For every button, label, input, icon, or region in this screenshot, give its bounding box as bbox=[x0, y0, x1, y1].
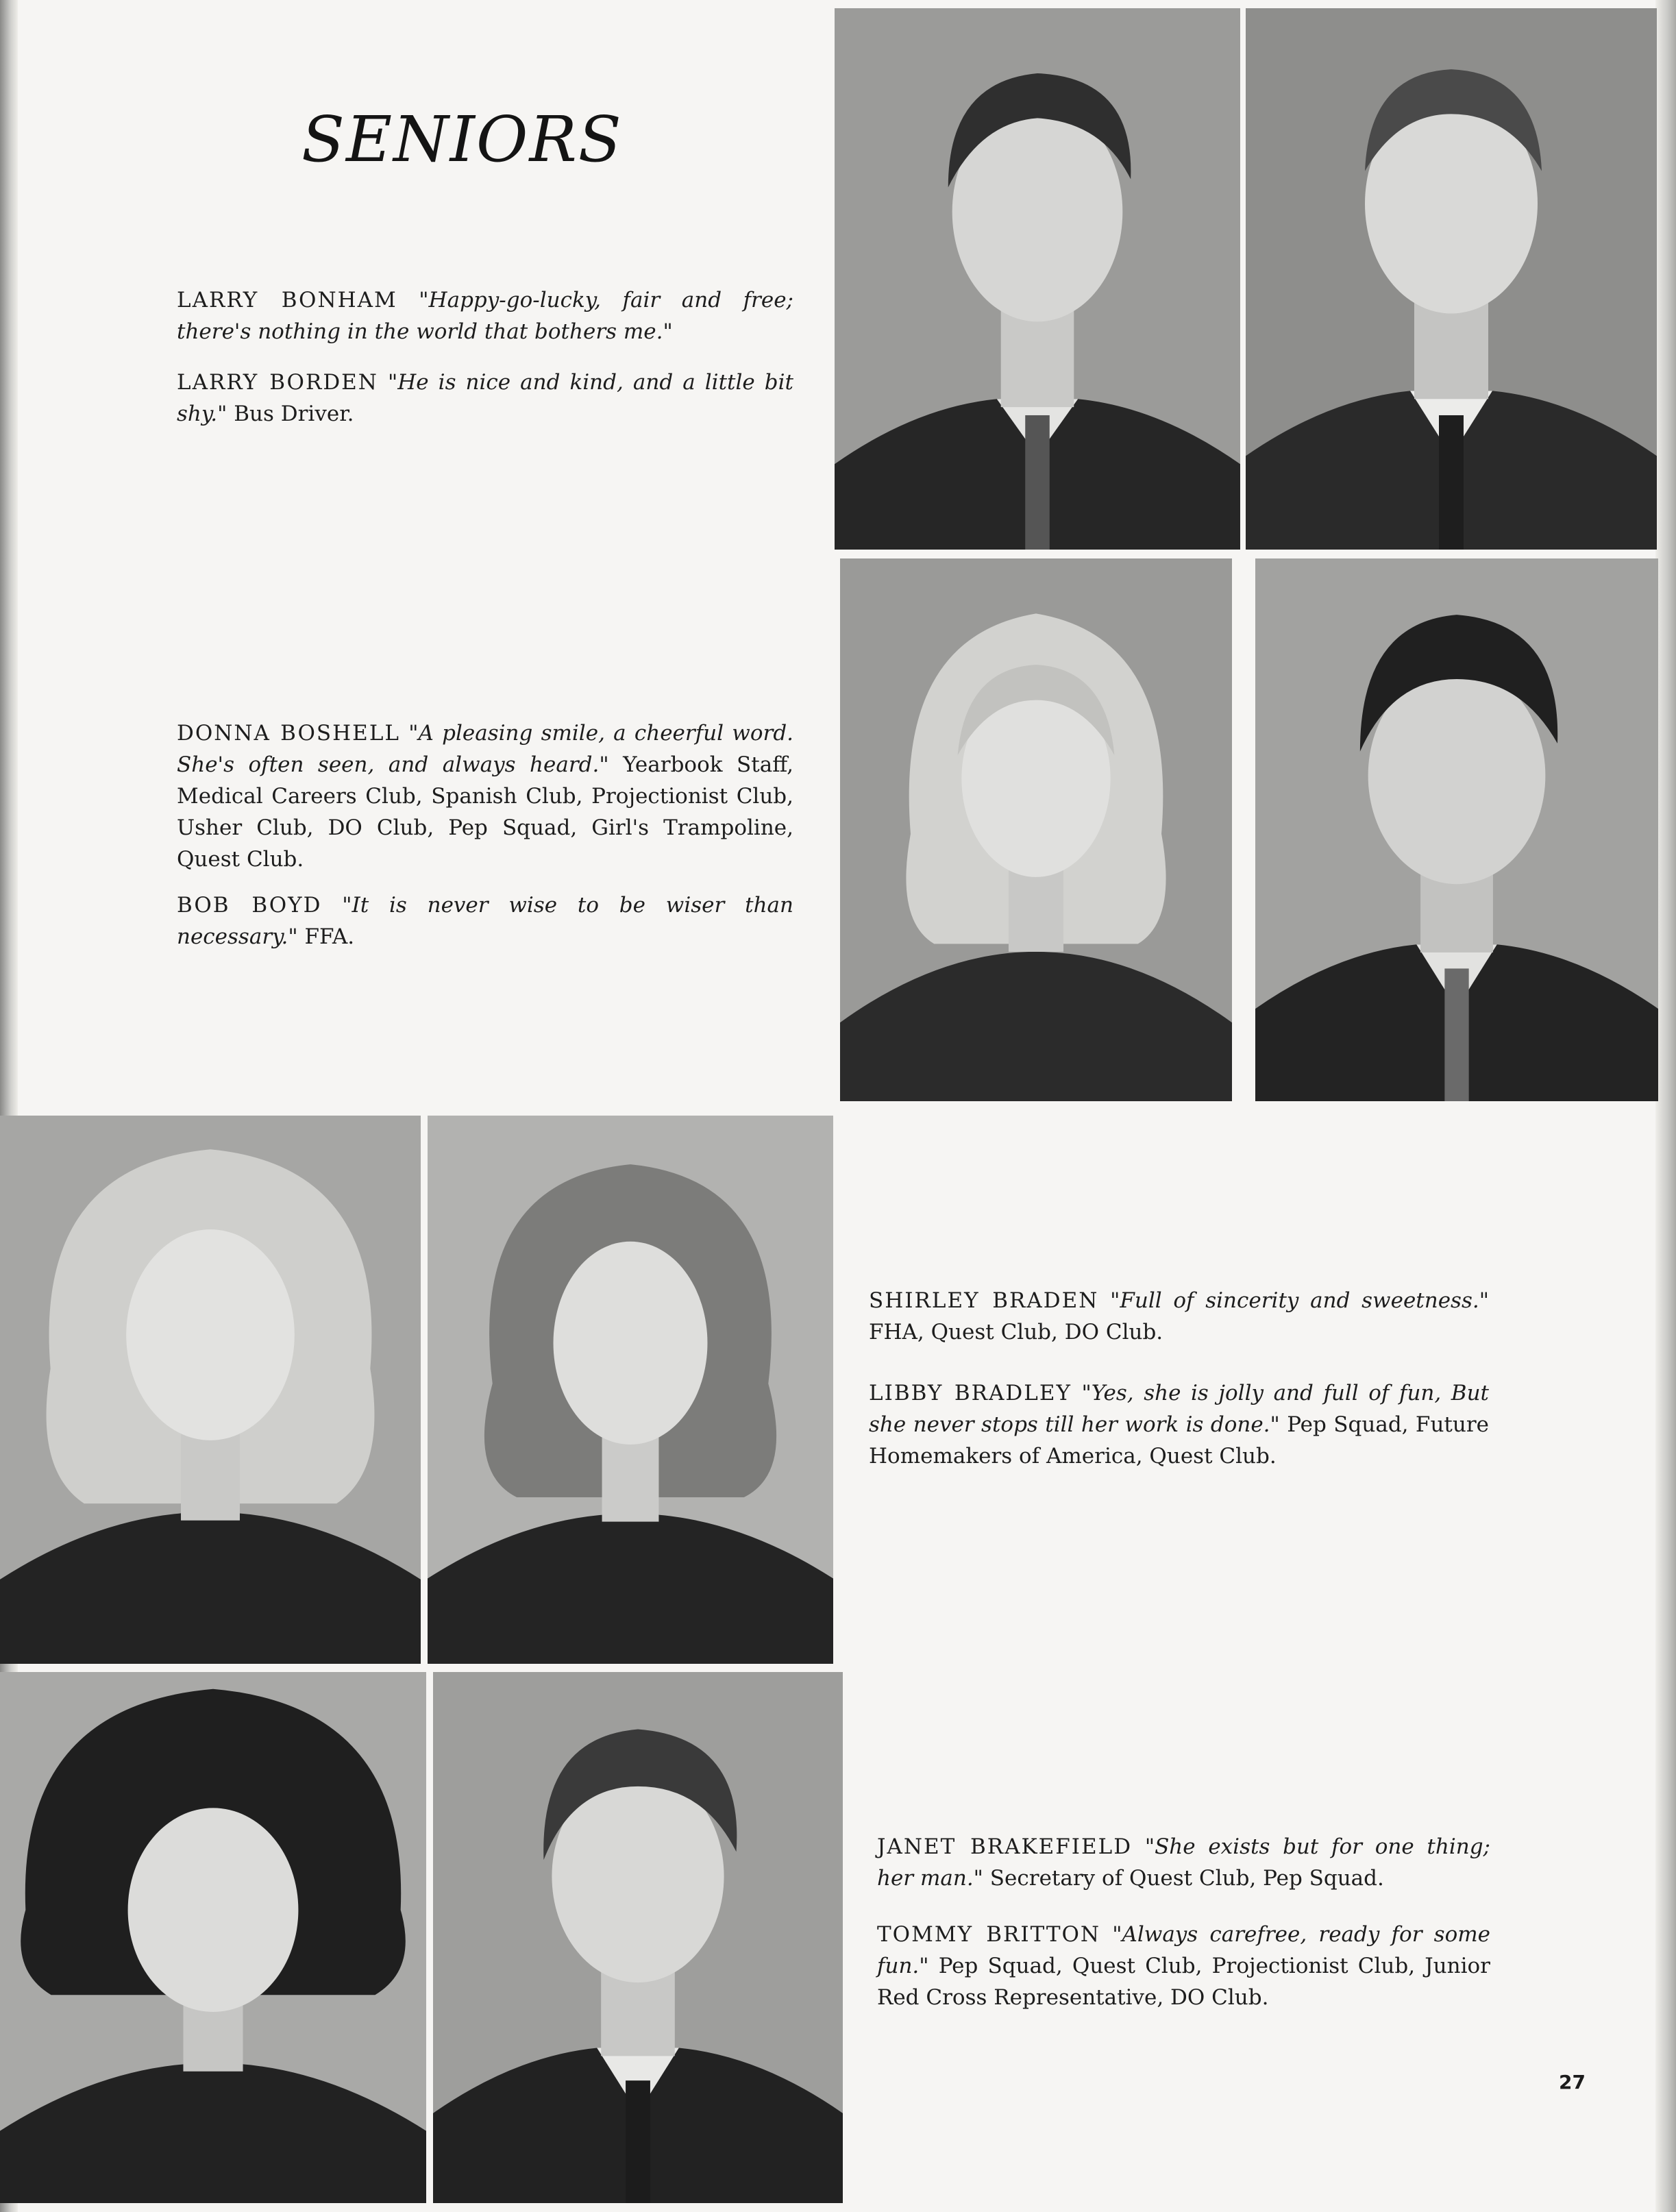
student-name: LARRY BORDEN bbox=[177, 370, 378, 395]
portrait-photo-female bbox=[0, 1116, 421, 1664]
student-activities: Secretary of Quest Club, Pep Squad. bbox=[983, 1866, 1384, 1891]
student-name: DONNA BOSHELL bbox=[177, 721, 400, 746]
student-name: LIBBY BRADLEY bbox=[869, 1381, 1072, 1405]
entry-larry-borden bbox=[177, 367, 793, 430]
student-quote: "It is never wise to be wiser than necessary." bbox=[177, 893, 793, 949]
entry-tommy-britton bbox=[877, 1919, 1490, 2013]
portrait-photo-male bbox=[835, 8, 1240, 550]
student-activities: FHA, Quest Club, DO Club. bbox=[869, 1320, 1163, 1344]
student-quote: "Always carefree, ready for some fun." bbox=[877, 1922, 1490, 1978]
portrait-photo-female bbox=[428, 1116, 833, 1664]
portrait-photo-female bbox=[840, 558, 1232, 1101]
student-quote: "She exists but for one thing; her man." bbox=[877, 1834, 1490, 1891]
entry-larry-bonham bbox=[177, 284, 793, 347]
student-quote: "Yes, she is jolly and full of fun, But she never stops till her work is done." bbox=[869, 1381, 1490, 1437]
entry-janet-brakefield bbox=[877, 1831, 1490, 1894]
student-name: SHIRLEY BRADEN bbox=[869, 1288, 1099, 1313]
student-name: TOMMY BRITTON bbox=[877, 1922, 1101, 1947]
student-name: JANET BRAKEFIELD bbox=[877, 1834, 1133, 1859]
entry-donna-boshell bbox=[177, 717, 793, 875]
page-number: 27 bbox=[1559, 2071, 1586, 2093]
portrait-photo-female bbox=[0, 1672, 426, 2203]
entry-shirley-braden bbox=[869, 1285, 1489, 1348]
student-quote: "A pleasing smile, a cheerful word. She's often seen, and always heard." bbox=[177, 721, 794, 777]
portrait-photo-male bbox=[1246, 8, 1657, 550]
student-activities: Bus Driver. bbox=[227, 402, 354, 426]
page-title: SENIORS bbox=[301, 103, 623, 176]
portrait-photo-male bbox=[433, 1672, 843, 2203]
entry-libby-bradley bbox=[869, 1377, 1489, 1472]
student-activities: Pep Squad, Quest Club, Projectionist Club, Junior Red Cross Representative, DO Club. bbox=[877, 1954, 1490, 2010]
student-name: BOB BOYD bbox=[177, 893, 322, 918]
student-quote: "Happy-go-lucky, fair and free; there's nothing in the world that bothers me." bbox=[177, 288, 793, 344]
portrait-photo-male bbox=[1255, 558, 1658, 1101]
entry-bob-boyd bbox=[177, 889, 793, 953]
student-activities: Yearbook Staff, Medical Careers Club, Spanish Club, Projectionist Club, Usher Club, DO Club, Pep Squad, Girl's Trampoline, Quest Club. bbox=[177, 752, 793, 872]
page-edge-shadow bbox=[1655, 0, 1676, 2212]
student-activities: FFA. bbox=[297, 924, 355, 949]
student-quote: "He is nice and kind, and a little bit shy." bbox=[177, 370, 794, 426]
student-activities: Pep Squad, Future Homemakers of America, Quest Club. bbox=[869, 1412, 1489, 1468]
student-quote: "Full of sincerity and sweetness." bbox=[1110, 1288, 1489, 1313]
student-name: LARRY BONHAM bbox=[177, 288, 397, 312]
